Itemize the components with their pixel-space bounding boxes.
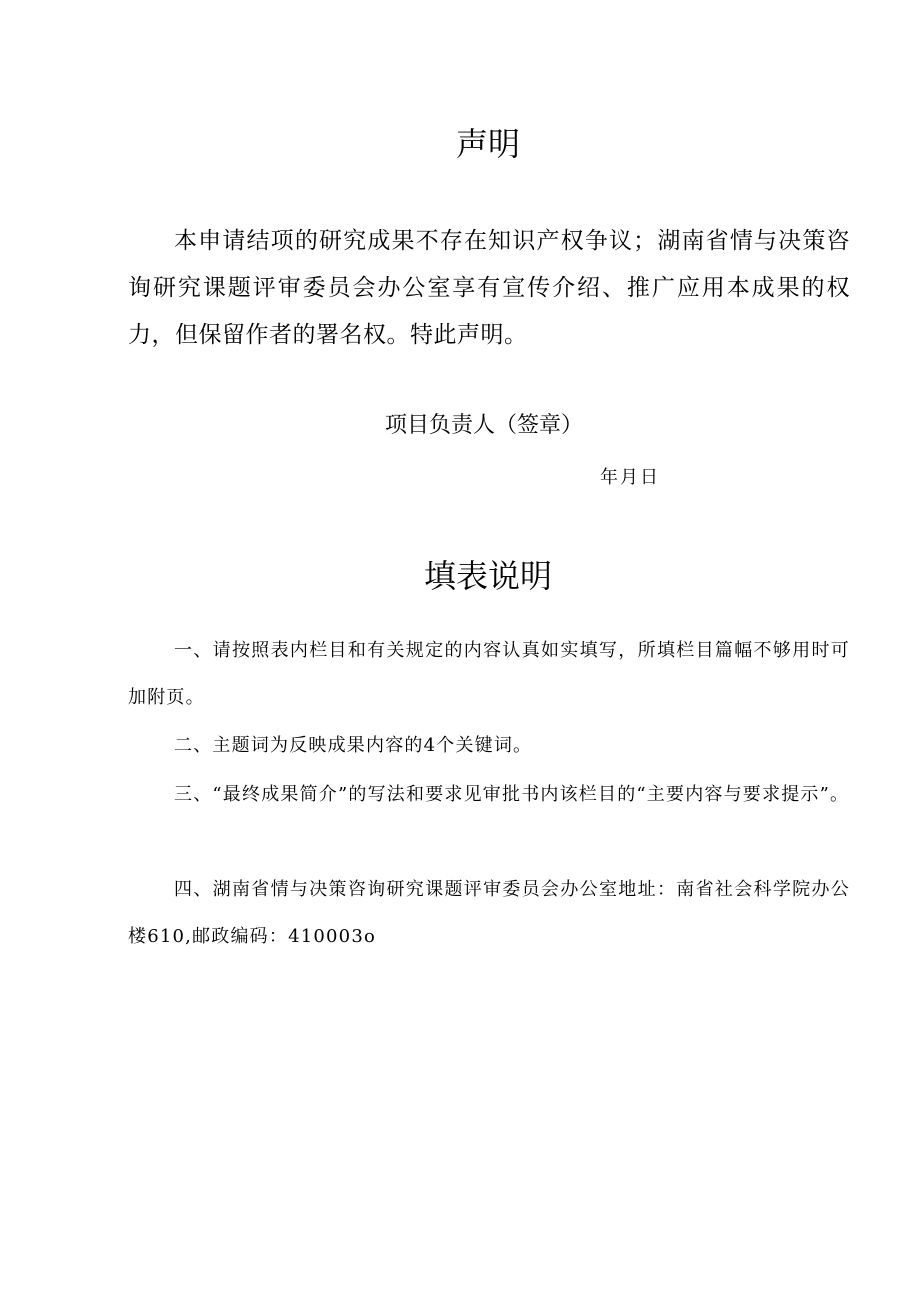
date-label: 年月日: [600, 467, 660, 488]
instruction-item-2: 二、主题词为反映成果内容的4个关键词。: [174, 735, 533, 756]
instruction-item-3: 三、“最终成果简介”的写法和要求见审批书内该栏目的“主要内容与要求提示”。: [174, 784, 850, 805]
declaration-paragraph: 本申请结项的研究成果不存在知识产权争议；湖南省情与决策咨询研究课题评审委员会办公室享有宣传介绍、推广应用本成果的权力，但保留作者的署名权。特此声明。: [128, 228, 850, 348]
declaration-title: 声明: [455, 125, 520, 163]
instruction-item-4: 四、湖南省情与决策咨询研究课题评审委员会办公室地址：南省社会科学院办公楼610,邮政编码：410003o: [128, 879, 850, 947]
signer-label: 项目负责人（签章）: [385, 413, 584, 438]
instructions-title: 填表说明: [423, 557, 552, 595]
instruction-item-1: 一、请按照表内栏目和有关规定的内容认真如实填写，所填栏目篇幅不够用时可加附页。: [128, 640, 850, 708]
